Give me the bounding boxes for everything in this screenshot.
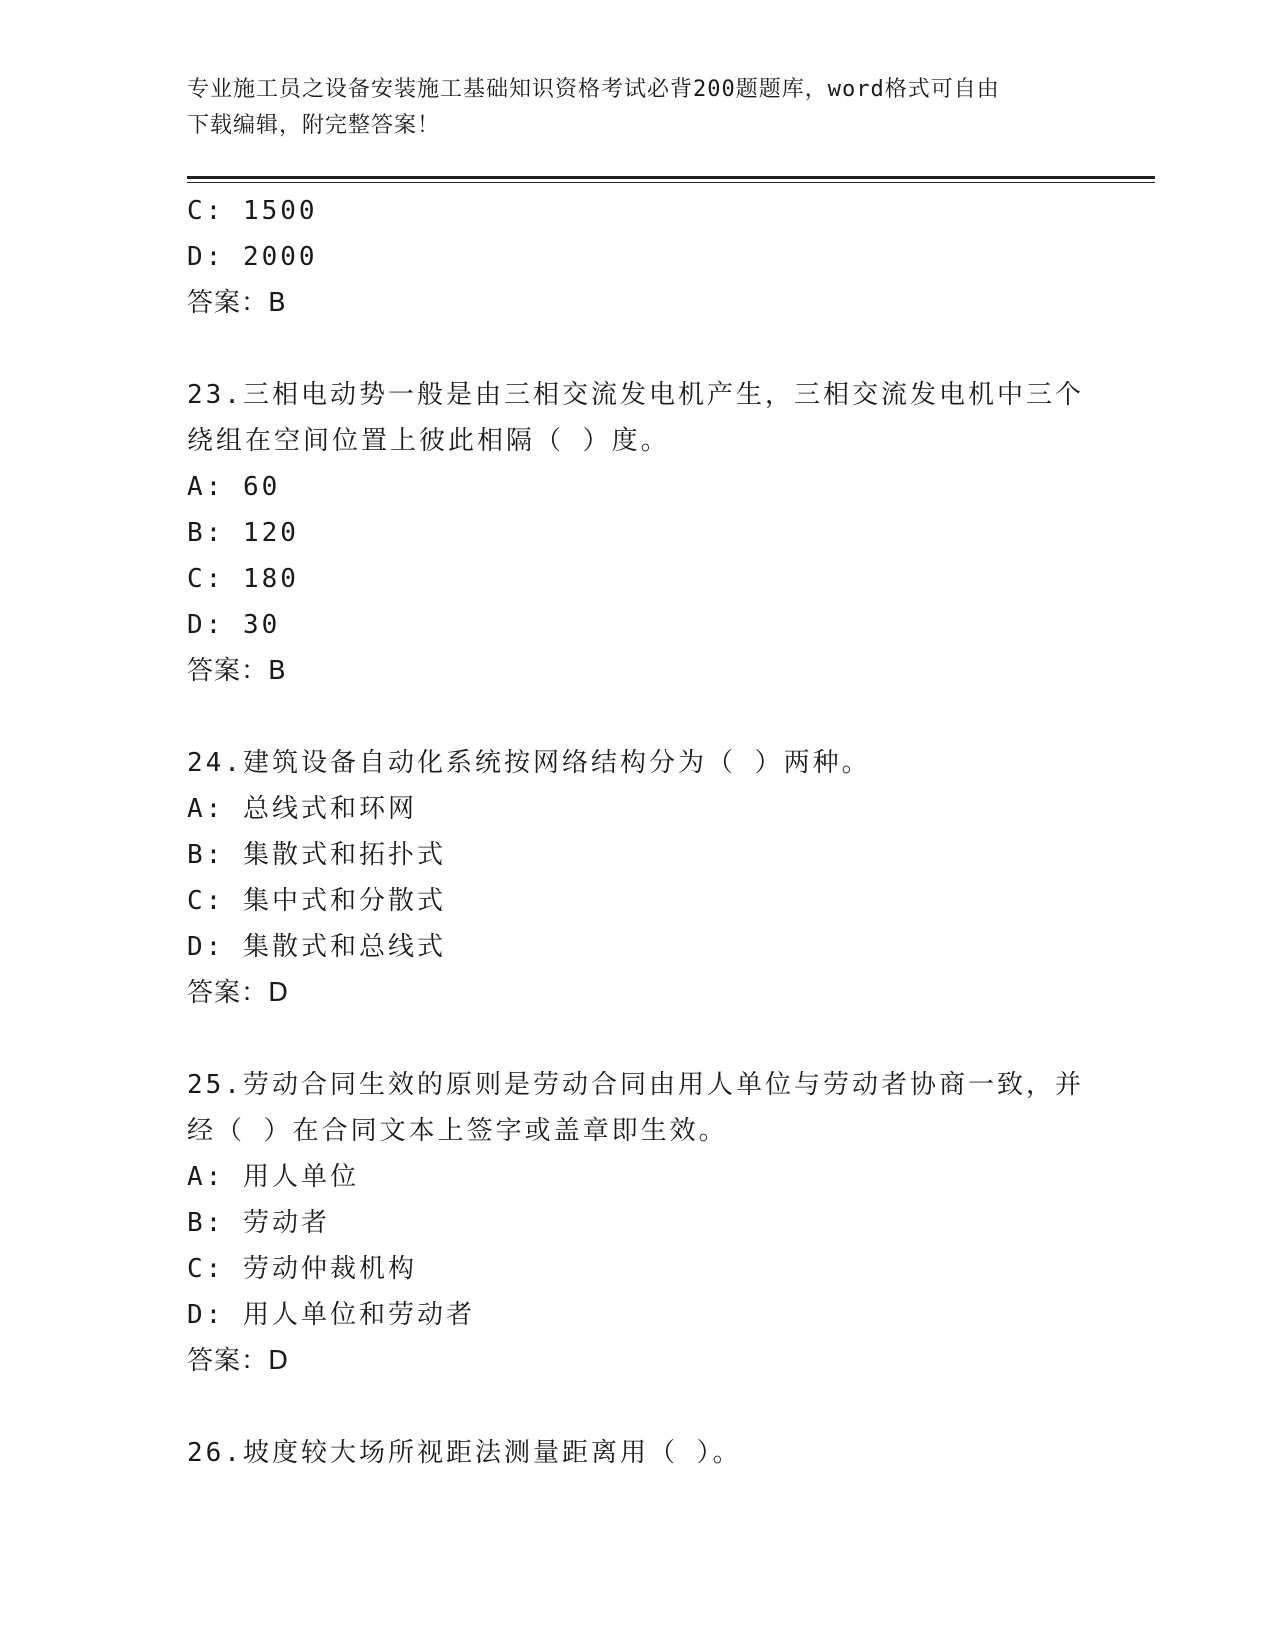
question-spacer: [187, 1016, 1087, 1062]
answer-line: 答案：B: [187, 288, 287, 318]
question-stem: 绕组在空间位置上彼此相隔（ ）度。: [187, 426, 670, 456]
option-d: D: 集散式和总线式: [187, 932, 446, 962]
option-d: D: 用人单位和劳动者: [187, 1300, 475, 1330]
option-b: B: 120: [187, 518, 299, 548]
question-23: [187, 372, 1087, 694]
header-title-line-1: 专业施工员之设备安装施工基础知识资格考试必背200题题库，word格式可自由: [187, 77, 1000, 102]
option-d: D: 2000: [187, 242, 318, 272]
question-24: [187, 740, 1087, 1016]
answer-line: 答案：D: [187, 1346, 290, 1376]
page-header: [187, 72, 1087, 144]
question-stem: 经（ ）在合同文本上签字或盖章即生效。: [187, 1116, 728, 1146]
option-b: B: 劳动者: [187, 1208, 330, 1238]
option-a: A: 总线式和环网: [187, 794, 417, 824]
header-title-line-2: 下载编辑，附完整答案！: [187, 113, 441, 138]
answer-line: 答案：B: [187, 656, 287, 686]
header-rule-thick: [187, 176, 1155, 179]
option-a: A: 用人单位: [187, 1162, 359, 1192]
option-d: D: 30: [187, 610, 281, 640]
option-b: B: 集散式和拓扑式: [187, 840, 446, 870]
question-list: [187, 188, 1087, 1476]
question-spacer: [187, 326, 1087, 372]
question-22: [187, 188, 1087, 326]
question-spacer: [187, 694, 1087, 740]
question-stem: 26.坡度较大场所视距法测量距离用（ ）。: [187, 1438, 742, 1468]
question-stem: 24.建筑设备自动化系统按网络结构分为（ ）两种。: [187, 748, 871, 778]
answer-line: 答案：D: [187, 978, 290, 1008]
question-stem: 25.劳动合同生效的原则是劳动合同由用人单位与劳动者协商一致，并: [187, 1070, 1084, 1100]
option-c: C: 劳动仲裁机构: [187, 1254, 417, 1284]
question-26: [187, 1430, 1087, 1476]
option-c: C: 180: [187, 564, 299, 594]
option-a: A: 60: [187, 472, 281, 502]
question-stem: 23.三相电动势一般是由三相交流发电机产生，三相交流发电机中三个: [187, 380, 1084, 410]
header-rule-thin: [187, 182, 1155, 183]
option-c: C: 1500: [187, 196, 318, 226]
question-25: [187, 1062, 1087, 1384]
question-spacer: [187, 1384, 1087, 1430]
option-c: C: 集中式和分散式: [187, 886, 446, 916]
